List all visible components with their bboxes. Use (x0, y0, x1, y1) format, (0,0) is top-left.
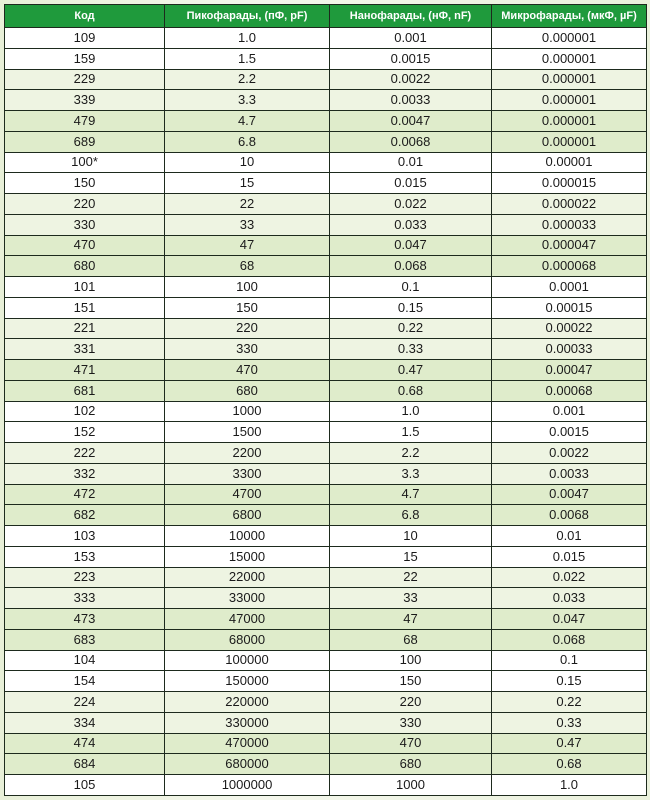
cell-code: 159 (5, 48, 165, 69)
header-microfarads: Микрофарады, (мкФ, µF) (492, 5, 647, 28)
table-row (5, 152, 647, 173)
cell-code: 479 (5, 111, 165, 132)
table-row (5, 443, 647, 464)
cell-code: 683 (5, 629, 165, 650)
cell-nanofarads: 0.22 (330, 318, 492, 339)
cell-code: 104 (5, 650, 165, 671)
cell-picofarads: 33 (165, 214, 330, 235)
cell-picofarads: 330 (165, 339, 330, 360)
table-row (5, 318, 647, 339)
cell-microfarads: 0.0022 (492, 443, 647, 464)
cell-nanofarads: 220 (330, 692, 492, 713)
table-row (5, 380, 647, 401)
cell-nanofarads: 150 (330, 671, 492, 692)
table-row (5, 28, 647, 49)
cell-picofarads: 22000 (165, 567, 330, 588)
table-row (5, 277, 647, 298)
cell-nanofarads: 0.0068 (330, 131, 492, 152)
table-row (5, 609, 647, 630)
cell-nanofarads: 10 (330, 526, 492, 547)
cell-nanofarads: 0.015 (330, 173, 492, 194)
table-row (5, 484, 647, 505)
cell-picofarads: 47 (165, 235, 330, 256)
cell-picofarads: 1.5 (165, 48, 330, 69)
table-row (5, 733, 647, 754)
cell-code: 681 (5, 380, 165, 401)
cell-microfarads: 0.068 (492, 629, 647, 650)
cell-picofarads: 47000 (165, 609, 330, 630)
cell-code: 684 (5, 754, 165, 775)
table-row (5, 173, 647, 194)
cell-picofarads: 150000 (165, 671, 330, 692)
cell-microfarads: 0.33 (492, 712, 647, 733)
cell-nanofarads: 22 (330, 567, 492, 588)
cell-microfarads: 0.0015 (492, 422, 647, 443)
table-row (5, 48, 647, 69)
cell-code: 105 (5, 775, 165, 796)
cell-picofarads: 3.3 (165, 90, 330, 111)
cell-microfarads: 0.000022 (492, 194, 647, 215)
cell-nanofarads: 33 (330, 588, 492, 609)
header-nanofarads: Нанофарады, (нФ, nF) (330, 5, 492, 28)
cell-picofarads: 150 (165, 297, 330, 318)
cell-picofarads: 220000 (165, 692, 330, 713)
table-row (5, 131, 647, 152)
cell-code: 150 (5, 173, 165, 194)
cell-code: 470 (5, 235, 165, 256)
cell-microfarads: 0.00001 (492, 152, 647, 173)
cell-microfarads: 0.0001 (492, 277, 647, 298)
cell-nanofarads: 470 (330, 733, 492, 754)
cell-code: 330 (5, 214, 165, 235)
cell-picofarads: 1500 (165, 422, 330, 443)
table-row (5, 90, 647, 111)
cell-nanofarads: 330 (330, 712, 492, 733)
cell-microfarads: 1.0 (492, 775, 647, 796)
cell-nanofarads: 0.022 (330, 194, 492, 215)
cell-picofarads: 68000 (165, 629, 330, 650)
header-code: Код (5, 5, 165, 28)
cell-microfarads: 0.0068 (492, 505, 647, 526)
table-row (5, 567, 647, 588)
cell-code: 220 (5, 194, 165, 215)
cell-picofarads: 100000 (165, 650, 330, 671)
table-row (5, 214, 647, 235)
cell-microfarads: 0.000001 (492, 131, 647, 152)
table-body (5, 28, 647, 796)
cell-microfarads: 0.15 (492, 671, 647, 692)
cell-picofarads: 33000 (165, 588, 330, 609)
table-row (5, 111, 647, 132)
cell-microfarads: 0.68 (492, 754, 647, 775)
cell-picofarads: 10000 (165, 526, 330, 547)
cell-code: 472 (5, 484, 165, 505)
cell-microfarads: 0.000033 (492, 214, 647, 235)
cell-picofarads: 4700 (165, 484, 330, 505)
cell-picofarads: 1000000 (165, 775, 330, 796)
cell-picofarads: 1.0 (165, 28, 330, 49)
cell-microfarads: 0.015 (492, 546, 647, 567)
cell-code: 103 (5, 526, 165, 547)
cell-nanofarads: 1.0 (330, 401, 492, 422)
table-row (5, 505, 647, 526)
cell-nanofarads: 680 (330, 754, 492, 775)
cell-code: 229 (5, 69, 165, 90)
cell-microfarads: 0.000047 (492, 235, 647, 256)
cell-nanofarads: 0.001 (330, 28, 492, 49)
cell-microfarads: 0.000001 (492, 69, 647, 90)
cell-code: 332 (5, 463, 165, 484)
cell-nanofarads: 0.33 (330, 339, 492, 360)
cell-nanofarads: 0.0015 (330, 48, 492, 69)
cell-microfarads: 0.047 (492, 609, 647, 630)
table-row (5, 256, 647, 277)
cell-microfarads: 0.00015 (492, 297, 647, 318)
cell-picofarads: 68 (165, 256, 330, 277)
cell-code: 680 (5, 256, 165, 277)
table-row (5, 546, 647, 567)
table-row (5, 629, 647, 650)
cell-code: 102 (5, 401, 165, 422)
table-row (5, 671, 647, 692)
cell-microfarads: 0.0033 (492, 463, 647, 484)
cell-code: 331 (5, 339, 165, 360)
cell-code: 222 (5, 443, 165, 464)
cell-nanofarads: 0.0022 (330, 69, 492, 90)
cell-code: 100* (5, 152, 165, 173)
cell-microfarads: 0.000001 (492, 90, 647, 111)
cell-nanofarads: 1.5 (330, 422, 492, 443)
table-row (5, 588, 647, 609)
table-header-row (5, 5, 647, 28)
cell-microfarads: 0.000068 (492, 256, 647, 277)
cell-code: 154 (5, 671, 165, 692)
cell-nanofarads: 0.068 (330, 256, 492, 277)
cell-nanofarads: 0.047 (330, 235, 492, 256)
cell-microfarads: 0.000001 (492, 28, 647, 49)
cell-picofarads: 15000 (165, 546, 330, 567)
cell-nanofarads: 0.01 (330, 152, 492, 173)
cell-picofarads: 220 (165, 318, 330, 339)
cell-code: 153 (5, 546, 165, 567)
cell-nanofarads: 3.3 (330, 463, 492, 484)
cell-microfarads: 0.00068 (492, 380, 647, 401)
cell-picofarads: 4.7 (165, 111, 330, 132)
cell-microfarads: 0.1 (492, 650, 647, 671)
cell-nanofarads: 0.1 (330, 277, 492, 298)
cell-picofarads: 2.2 (165, 69, 330, 90)
cell-picofarads: 680 (165, 380, 330, 401)
cell-microfarads: 0.000001 (492, 111, 647, 132)
cell-code: 682 (5, 505, 165, 526)
cell-nanofarads: 0.68 (330, 380, 492, 401)
cell-code: 223 (5, 567, 165, 588)
cell-microfarads: 0.00022 (492, 318, 647, 339)
cell-code: 334 (5, 712, 165, 733)
cell-picofarads: 6.8 (165, 131, 330, 152)
cell-microfarads: 0.00033 (492, 339, 647, 360)
cell-microfarads: 0.033 (492, 588, 647, 609)
cell-picofarads: 470000 (165, 733, 330, 754)
cell-nanofarads: 0.0047 (330, 111, 492, 132)
cell-microfarads: 0.001 (492, 401, 647, 422)
table-row (5, 692, 647, 713)
cell-nanofarads: 0.0033 (330, 90, 492, 111)
cell-picofarads: 6800 (165, 505, 330, 526)
table-row (5, 297, 647, 318)
cell-nanofarads: 2.2 (330, 443, 492, 464)
cell-picofarads: 3300 (165, 463, 330, 484)
table-row (5, 754, 647, 775)
cell-picofarads: 10 (165, 152, 330, 173)
cell-microfarads: 0.022 (492, 567, 647, 588)
table-row (5, 360, 647, 381)
cell-nanofarads: 47 (330, 609, 492, 630)
table-row (5, 650, 647, 671)
cell-picofarads: 680000 (165, 754, 330, 775)
cell-nanofarads: 0.15 (330, 297, 492, 318)
cell-nanofarads: 4.7 (330, 484, 492, 505)
table-row (5, 401, 647, 422)
cell-microfarads: 0.00047 (492, 360, 647, 381)
cell-code: 152 (5, 422, 165, 443)
cell-code: 333 (5, 588, 165, 609)
cell-picofarads: 22 (165, 194, 330, 215)
cell-microfarads: 0.000015 (492, 173, 647, 194)
cell-code: 474 (5, 733, 165, 754)
table-row (5, 463, 647, 484)
cell-code: 151 (5, 297, 165, 318)
table-row (5, 526, 647, 547)
cell-code: 221 (5, 318, 165, 339)
cell-picofarads: 470 (165, 360, 330, 381)
cell-code: 473 (5, 609, 165, 630)
capacitor-code-table (4, 4, 647, 796)
table-row (5, 422, 647, 443)
cell-picofarads: 2200 (165, 443, 330, 464)
table-row (5, 194, 647, 215)
cell-nanofarads: 100 (330, 650, 492, 671)
cell-nanofarads: 1000 (330, 775, 492, 796)
cell-microfarads: 0.22 (492, 692, 647, 713)
cell-code: 689 (5, 131, 165, 152)
cell-code: 101 (5, 277, 165, 298)
cell-nanofarads: 0.47 (330, 360, 492, 381)
header-picofarads: Пикофарады, (пФ, pF) (165, 5, 330, 28)
table-row (5, 69, 647, 90)
cell-picofarads: 15 (165, 173, 330, 194)
cell-code: 471 (5, 360, 165, 381)
table-row (5, 775, 647, 796)
cell-microfarads: 0.0047 (492, 484, 647, 505)
cell-picofarads: 100 (165, 277, 330, 298)
cell-code: 224 (5, 692, 165, 713)
table-row (5, 235, 647, 256)
cell-microfarads: 0.000001 (492, 48, 647, 69)
cell-code: 109 (5, 28, 165, 49)
table-row (5, 339, 647, 360)
cell-nanofarads: 68 (330, 629, 492, 650)
cell-microfarads: 0.01 (492, 526, 647, 547)
cell-picofarads: 330000 (165, 712, 330, 733)
cell-code: 339 (5, 90, 165, 111)
cell-microfarads: 0.47 (492, 733, 647, 754)
table-row (5, 712, 647, 733)
cell-nanofarads: 6.8 (330, 505, 492, 526)
cell-nanofarads: 0.033 (330, 214, 492, 235)
cell-picofarads: 1000 (165, 401, 330, 422)
cell-nanofarads: 15 (330, 546, 492, 567)
